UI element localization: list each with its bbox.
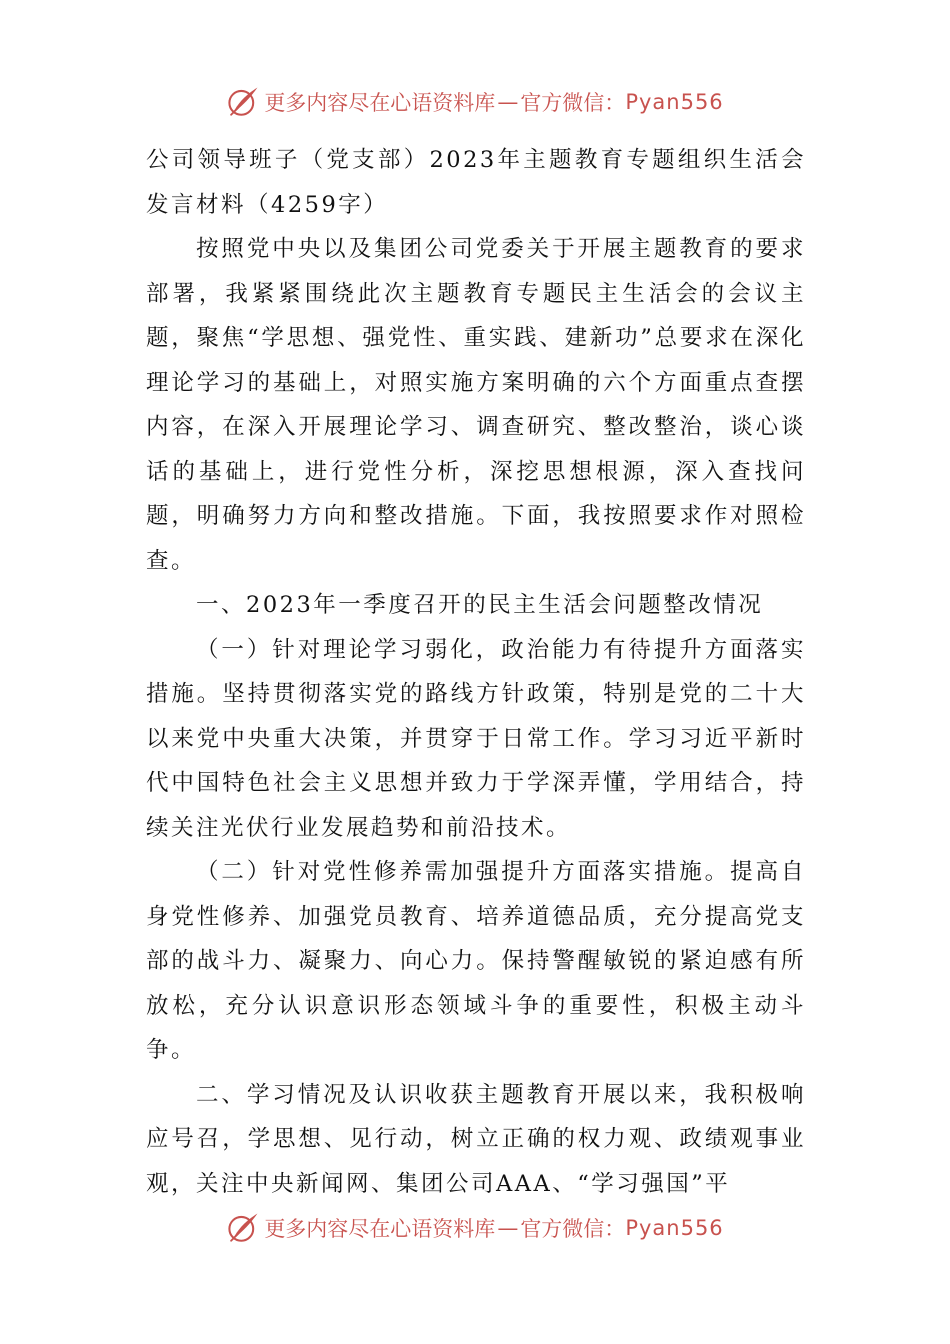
- paragraph-item-2: （二）针对党性修养需加强提升方面落实措施。提高自身党性修养、加强党员教育、培养道德品质，充分提高党支部的战斗力、凝聚力、向心力。保持警醒敏锐的紧迫感有所放松，充分认识意识形态领域斗争的重要性，积极主动斗争。: [146, 859, 806, 1063]
- section-heading-1: 一、2023年一季度召开的民主生活会问题整改情况: [196, 592, 764, 618]
- section-heading-2: 二、学习情况及认识收获主题教育开展以来，我积极响应号召，学思想、见行动，树立正确的权力观、政绩观事业观，关注中央新闻网、集团公司AAA、“学习强国”平: [146, 1081, 806, 1197]
- quill-logo-icon: [226, 1211, 260, 1245]
- quill-logo-icon: [226, 85, 260, 119]
- document-body: [146, 138, 806, 1206]
- banner-text: 更多内容尽在心语资料库: [264, 1217, 496, 1241]
- banner-wechat-id: Pyan556: [625, 90, 724, 114]
- paragraph-item-1: （一）针对理论学习弱化，政治能力有待提升方面落实措施。坚持贯彻落实党的路线方针政策，特别是党的二十大以来党中央重大决策，并贯穿于日常工作。学习习近平新时代中国特色社会主义思想并致力于学深弄懂，学用结合，持续关注光伏行业发展趋势和前沿技术。: [146, 636, 806, 841]
- banner-separator: —: [497, 1216, 519, 1240]
- watermark-banner-top: [0, 82, 950, 122]
- paragraph-intro: 按照党中央以及集团公司党委关于开展主题教育的要求部署，我紧紧围绕此次主题教育专题民主生活会的会议主题，聚焦“学思想、强党性、重实践、建新功”总要求在深化理论学习的基础上，对照实施方案明确的六个方面重点查摆内容，在深入开展理论学习、调查研究、整改整治，谈心谈话的基础上，进行党性分析，深挖思想根源，深入查找问题，明确努力方向和整改措施。下面，我按照要求作对照检查。: [146, 236, 806, 574]
- watermark-banner-bottom: [0, 1208, 950, 1248]
- banner-text: 更多内容尽在心语资料库: [264, 91, 496, 115]
- banner-separator: —: [497, 90, 519, 114]
- banner-label: 官方微信：: [520, 91, 626, 115]
- document-title: 公司领导班子（党支部）2023年主题教育专题组织生活会发言材料（4259字）: [146, 147, 806, 218]
- banner-wechat-id: Pyan556: [625, 1216, 724, 1240]
- banner-label: 官方微信：: [520, 1217, 626, 1241]
